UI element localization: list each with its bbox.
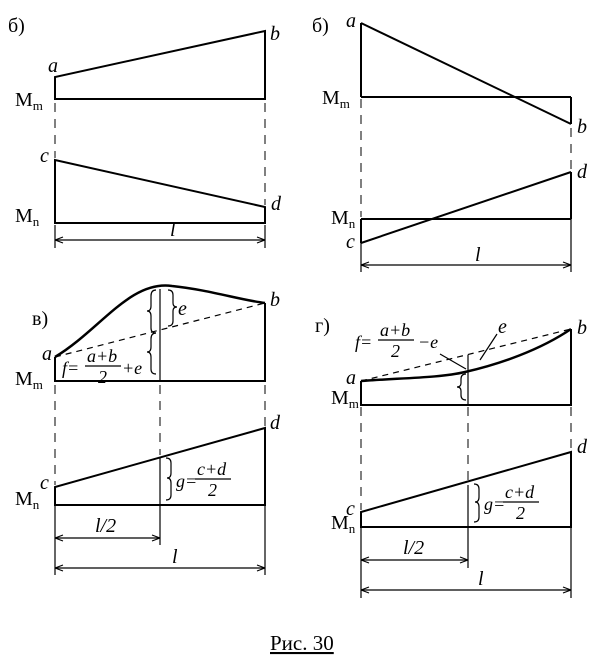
- label-mm: $M_m$: [331, 387, 359, 411]
- panel-letter: б): [8, 15, 25, 37]
- label-a: a: [346, 10, 356, 32]
- label-mm: $M_m$: [15, 368, 43, 392]
- panel-letter: г): [315, 315, 330, 337]
- label-half: l/2: [403, 537, 425, 559]
- formula-f-numerator: a+b: [87, 346, 118, 366]
- label-b: b: [577, 116, 587, 138]
- brace-f: [457, 374, 466, 400]
- formula-f-lhs: f=: [62, 358, 80, 378]
- moment-line-ab: [361, 23, 571, 124]
- brace-g: [166, 458, 171, 500]
- formula-g: [484, 482, 539, 523]
- label-b: b: [577, 317, 587, 339]
- label-a: a: [346, 367, 356, 389]
- moment-line-cd: [361, 172, 571, 243]
- label-mn: $M_n$: [15, 488, 40, 512]
- brace-e-left: [147, 290, 156, 333]
- formula-g-lhs: g=: [176, 471, 198, 491]
- brace-f: [147, 333, 156, 374]
- formula-f-tail: +e: [122, 358, 143, 378]
- label-d: d: [577, 161, 587, 183]
- label-l: l: [172, 546, 178, 568]
- panel-top-left: [8, 15, 282, 248]
- label-c: c: [346, 231, 355, 253]
- formula-g-numerator: c+d: [197, 459, 227, 479]
- label-b: b: [270, 289, 280, 311]
- label-e: e: [498, 316, 507, 338]
- formula-f: [355, 320, 438, 361]
- label-c: c: [40, 472, 49, 494]
- panel-letter: б): [312, 15, 329, 37]
- label-l: l: [170, 219, 176, 241]
- formula-f-denominator: 2: [391, 341, 400, 361]
- label-b: b: [270, 23, 280, 45]
- label-d: d: [577, 436, 587, 458]
- label-mn: $M_n$: [331, 512, 356, 536]
- panel-bottom-left: [15, 286, 281, 575]
- label-mm: $M_m$: [322, 87, 350, 111]
- formula-g-lhs: g=: [484, 494, 506, 514]
- formula-f-numerator: a+b: [380, 320, 411, 340]
- formula-f-denominator: 2: [98, 367, 107, 387]
- formula-g-denominator: 2: [208, 480, 217, 500]
- label-d: d: [270, 412, 280, 434]
- label-l: l: [475, 244, 481, 266]
- formula-g-denominator: 2: [516, 503, 525, 523]
- panel-top-right: [312, 10, 588, 272]
- label-a: a: [42, 343, 52, 365]
- label-a: a: [48, 55, 58, 77]
- label-c: c: [346, 498, 355, 520]
- formula-g: [176, 459, 231, 500]
- label-l: l: [478, 568, 484, 590]
- label-d: d: [271, 193, 281, 215]
- panel-letter: в): [32, 308, 49, 330]
- label-mm: $M_m$: [15, 89, 43, 113]
- formula-f-lhs: f=: [355, 332, 373, 352]
- figure-caption: Рис. 30: [270, 631, 334, 655]
- brace-e: [168, 290, 177, 326]
- moment-diagram-n: [361, 452, 571, 527]
- label-mn: $M_n$: [15, 205, 40, 229]
- brace-g: [474, 484, 479, 522]
- moment-diagram-m: [55, 31, 265, 99]
- formula-g-numerator: c+d: [505, 482, 535, 502]
- leader-e: [480, 334, 497, 360]
- label-half: l/2: [95, 515, 117, 537]
- label-e: e: [178, 298, 187, 320]
- formula-f-tail: −e: [418, 332, 439, 352]
- panel-bottom-right: [315, 315, 588, 598]
- label-c: c: [40, 145, 49, 167]
- moment-diagram-n: [55, 160, 265, 223]
- label-mn: $M_n$: [331, 207, 356, 231]
